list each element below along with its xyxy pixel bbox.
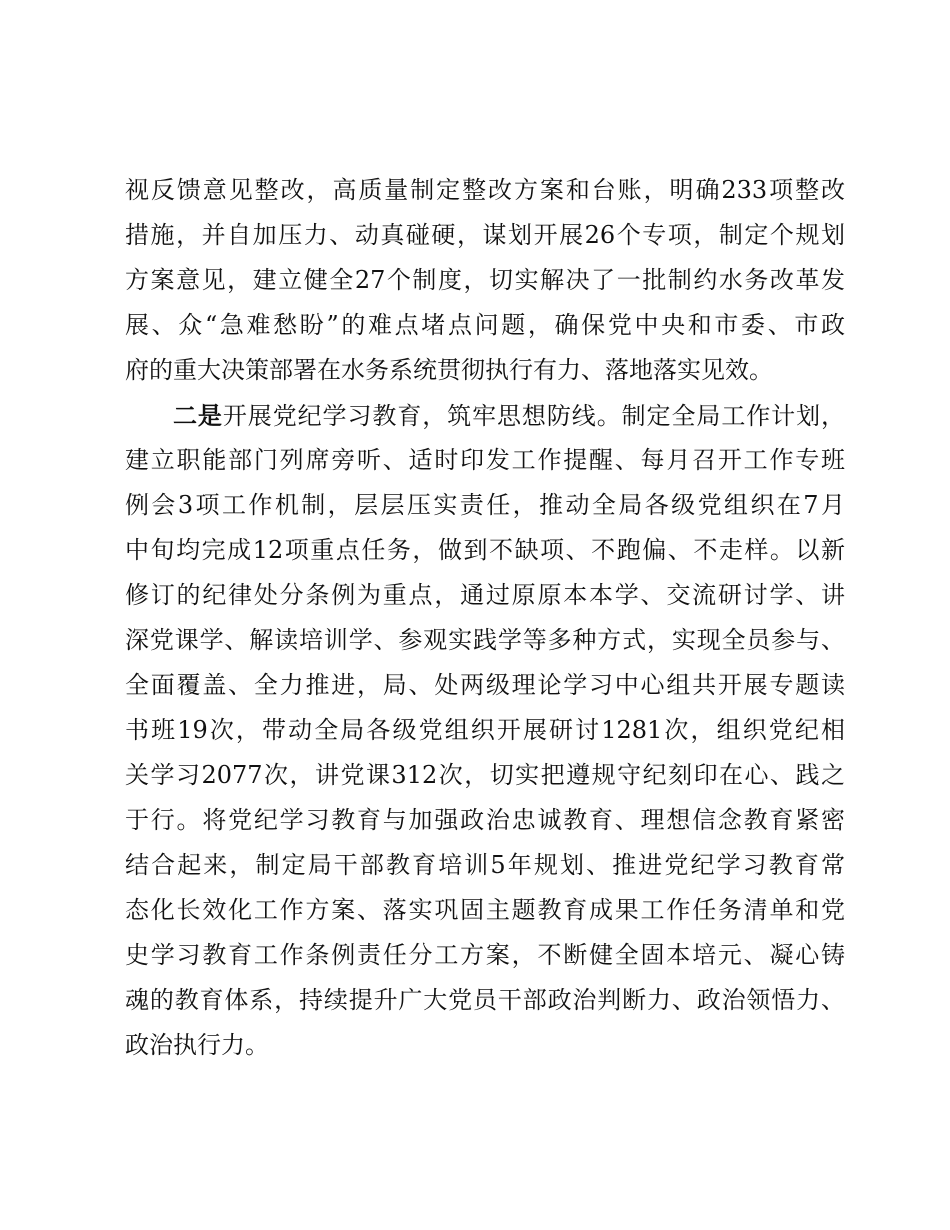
text-line: 中旬均完成12项重点任务，做到不缺项、不跑偏、不走样。以新 (125, 536, 845, 564)
text-line: 关学习2077次，讲党课312次，切实把遵规守纪刻印在心、践之 (125, 761, 845, 789)
text-line: 修订的纪律处分条例为重点，通过原原本本学、交流研讨学、讲 (125, 581, 845, 609)
text-line: 魂的教育体系，持续提升广大党员干部政治判断力、政治领悟力、 (125, 986, 845, 1014)
text-line: 展、众“急难愁盼”的难点堵点问题，确保党中央和市委、市政 (125, 311, 845, 339)
paragraph-2 (125, 393, 845, 1068)
text-line: 方案意见，建立健全27个制度，切实解决了一批制约水务改革发 (125, 266, 845, 294)
text-line: 府的重大决策部署在水务系统贯彻执行有力、落地落实见效。 (125, 356, 773, 384)
text-line: 建立职能部门列席旁听、适时印发工作提醒、每月召开工作专班 (125, 446, 845, 474)
text-line: 态化长效化工作方案、落实巩固主题教育成果工作任务清单和党 (125, 896, 845, 924)
text-line: 于行。将党纪学习教育与加强政治忠诚教育、理想信念教育紧密 (125, 806, 845, 834)
text-line: 视反馈意见整改，高质量制定整改方案和台账，明确233项整改 (125, 176, 845, 204)
text-line: 全面覆盖、全力推进，局、处两级理论学习中心组共开展专题读 (125, 671, 845, 699)
paragraph-lead: 二是 (173, 401, 223, 430)
text-line: 书班19次，带动全局各级党组织开展研讨1281次，组织党纪相 (125, 716, 845, 744)
text-line: 深党课学、解读培训学、参观实践学等多种方式，实现全员参与、 (125, 626, 845, 654)
body-text (125, 168, 845, 1068)
text-line: 政治执行力。 (125, 1031, 269, 1059)
text-line: 例会3项工作机制，层层压实责任，推动全局各级党组织在7月 (125, 491, 845, 519)
text-line: 措施，并自加压力、动真碰硬，谋划开展26个专项，制定个规划 (125, 221, 845, 249)
text-line: 史学习教育工作条例责任分工方案，不断健全固本培元、凝心铸 (125, 941, 845, 969)
paragraph-first-line (125, 393, 845, 438)
paragraph-first-line-text: 开展党纪学习教育，筑牢思想防线。制定全局工作计划， (222, 402, 846, 430)
text-line: 结合起来，制定局干部教育培训5年规划、推进党纪学习教育常 (125, 851, 845, 879)
paragraph-1 (125, 168, 845, 393)
